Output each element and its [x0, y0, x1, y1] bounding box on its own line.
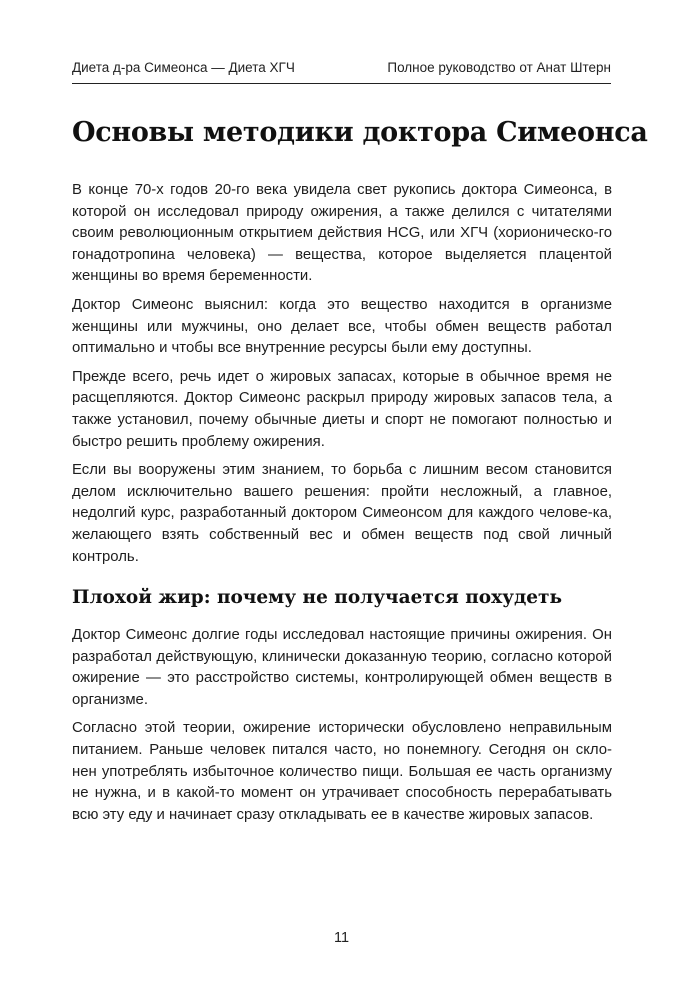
paragraph: В конце 70-х годов 20-го века увидела свет рукопись доктора Симеонса, в которой он исследовал природу ожирения, а также делился с читателями своим революционным открытием действия HCG, или ХГЧ (хорионическо-го гонадотропина человека) — вещества, которое выделяется плацентой женщины во время беременности. — [72, 182, 612, 285]
section-1-body — [72, 180, 612, 575]
chapter-title: Основы методики доктора Симеонса — [72, 117, 648, 148]
header-author-line: Полное руководство от Анат Штерн — [387, 60, 611, 75]
section-title: Плохой жир: почему не получается похудеть — [72, 587, 563, 608]
section-2-body — [72, 625, 612, 833]
header-book-title: Диета д-ра Симеонса — Диета ХГЧ — [72, 60, 295, 75]
paragraph: Прежде всего, речь идет о жировых запасах, которые в обычное время не расщепляются. Доктор Симеонс раскрыл природу жировых запасов тела, а также установил, почему обычные диеты и спорт не помогают полностью и быстро решить проблему ожирения. — [72, 368, 612, 450]
page-number: 11 — [333, 930, 350, 946]
running-header — [72, 60, 611, 84]
paragraph: Доктор Симеонс долгие годы исследовал настоящие причины ожирения. Он разработал действующую, клинически доказанную теорию, согласно которой ожирение — это расстройство системы, контролирующей обмен веществ в организме. — [72, 627, 612, 708]
paragraph: Согласно этой теории, ожирение исторически обусловлено неправильным питанием. Раньше человек питался часто, но понемногу. Сегодня он скло-нен употреблять избыточное количество пищи. Большая ее часть организму не нужна, и в какой-то момент он утрачивает способность перерабатывать всю эту еду и начинает сразу откладывать ее в качестве жировых запасов. — [72, 720, 612, 823]
paragraph: Доктор Симеонс выяснил: когда это вещество находится в организме женщины или мужчины, оно делает все, чтобы обмен веществ работал оптимально и чтобы все внутренние ресурсы были ему доступны. — [72, 296, 612, 357]
paragraph: Если вы вооружены этим знанием, то борьба с лишним весом становится делом исключительно вашего решения: пройти несложный, а главное, недолгий курс, разработанный доктором Симеонсом для каждого челове-ка, желающего взять собственный вес и обмен веществ под свой личный контроль. — [72, 462, 612, 565]
